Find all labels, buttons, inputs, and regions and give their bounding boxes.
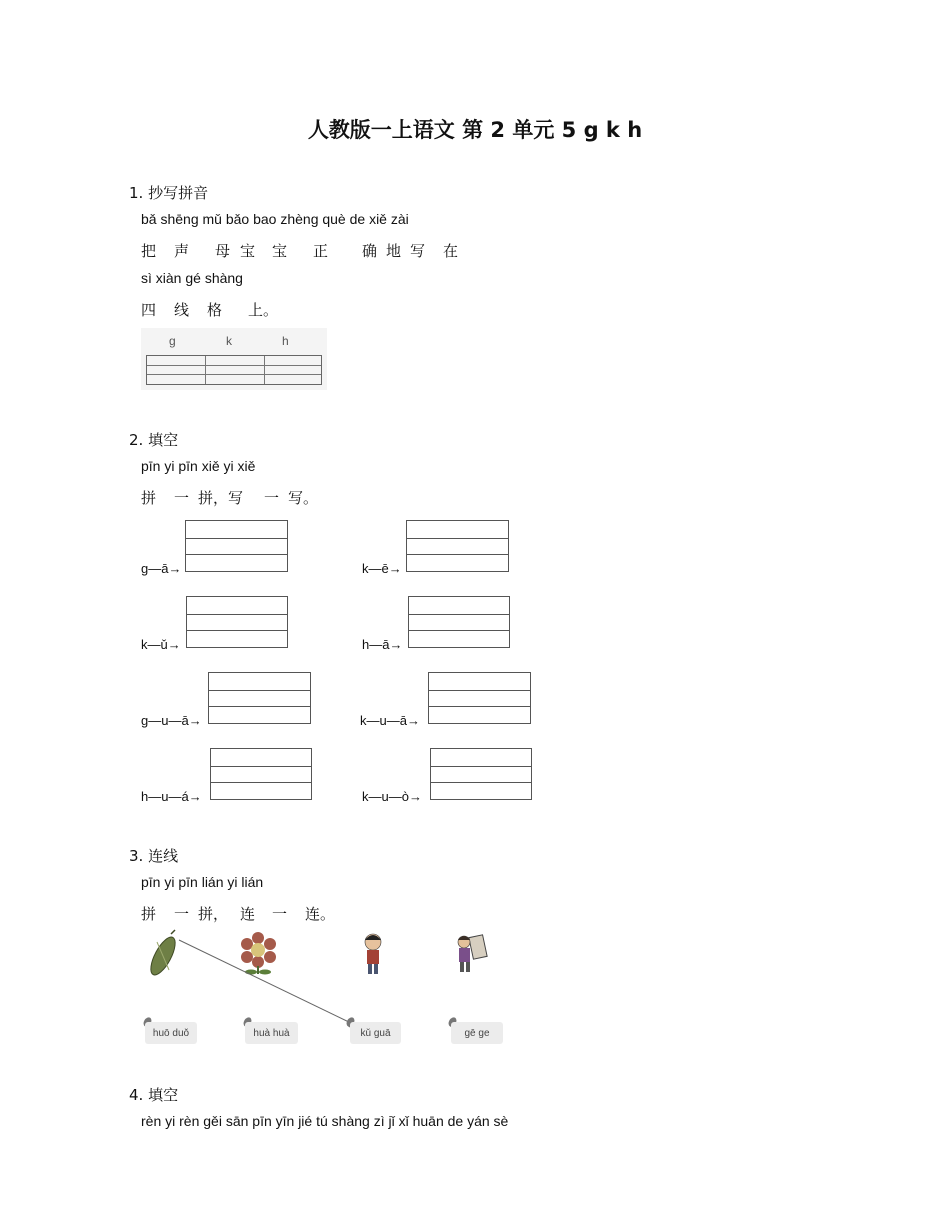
char: 线 [174,301,190,319]
char: 母 [215,242,231,260]
writing-box[interactable] [185,520,288,572]
writing-box[interactable] [408,596,510,648]
writing-box[interactable] [210,748,312,800]
q3-chars [0,903,950,925]
char: 一 [272,905,288,923]
char: 宝 [240,242,256,260]
grid-letter-k: k [226,334,232,348]
q2-pinyin: pīn yi pīn xiě yi xiě [141,458,256,474]
q1-chars-line1 [0,240,950,262]
q1-heading: 1. 抄写拼音 [129,184,209,202]
char: 拼，写 [198,489,244,507]
writing-box[interactable] [430,748,532,800]
pinyin-card[interactable]: gē ge [451,1022,503,1044]
syllable-label: h—u—á→ [141,789,202,804]
q3-heading: 3. 连线 [129,847,179,865]
q4-pinyin: rèn yi rèn gěi sān pīn yīn jié tú shàng zì jǐ xǐ huān de yán sè [141,1113,509,1129]
q1-pinyin-line2: sì xiàn gé shàng [141,270,243,286]
q1-pinyin-line1: bǎ shēng mǔ bǎo bao zhèng què de xiě zài [141,211,409,227]
writing-box[interactable] [406,520,509,572]
painting-person-icon [458,935,487,972]
char: 拼， [198,905,229,923]
writing-box[interactable] [208,672,311,724]
writing-box[interactable] [428,672,531,724]
char: 地 [386,242,402,260]
bitter-melon-icon [146,930,180,978]
boy-icon [365,934,381,974]
syllable-label: k—ē→ [362,561,402,576]
grid-letter-h: h [282,334,289,348]
page-title: 人教版一上语文 第 2 单元 5 g k h [307,118,643,142]
char: 写。 [288,489,319,507]
char: 在 [443,242,459,260]
matching-picture [141,928,506,1050]
grid-letter-g: g [169,334,176,348]
pinyin-card[interactable]: kǔ guā [350,1022,401,1044]
char: 连。 [305,905,336,923]
syllable-label: k—u—ā→ [360,713,420,728]
writing-box[interactable] [186,596,288,648]
char: 四 [141,301,157,319]
pinyin-card[interactable]: huō duǒ [145,1022,197,1044]
flower-icon [241,932,276,975]
char: 宝 [272,242,288,260]
pinyin-card[interactable]: huà huà [245,1022,298,1044]
q2-chars [0,487,950,509]
syllable-label: g—u—ā→ [141,713,202,728]
q1-chars-line2 [0,299,950,321]
grid-box [146,355,322,385]
char: 确 [362,242,378,260]
char: 声 [174,242,190,260]
syllable-label: k—u—ò→ [362,789,422,804]
char: 格 [207,301,223,319]
q3-pinyin: pīn yi pīn lián yi lián [141,874,264,890]
char: 拼 [141,905,157,923]
char: 把 [141,242,157,260]
char: 一 [174,489,190,507]
syllable-label: h—ā→ [362,637,403,652]
q2-heading: 2. 填空 [129,431,179,449]
char: 一 [174,905,190,923]
four-line-grid-image [141,328,327,390]
syllable-label: g—ā→ [141,561,182,576]
q4-heading: 4. 填空 [129,1086,179,1104]
char: 写 [410,242,426,260]
char: 连 [240,905,256,923]
char: 上。 [248,301,279,319]
char: 正 [313,242,329,260]
char: 一 [264,489,280,507]
syllable-label: k—ǔ→ [141,637,181,652]
char: 拼 [141,489,157,507]
